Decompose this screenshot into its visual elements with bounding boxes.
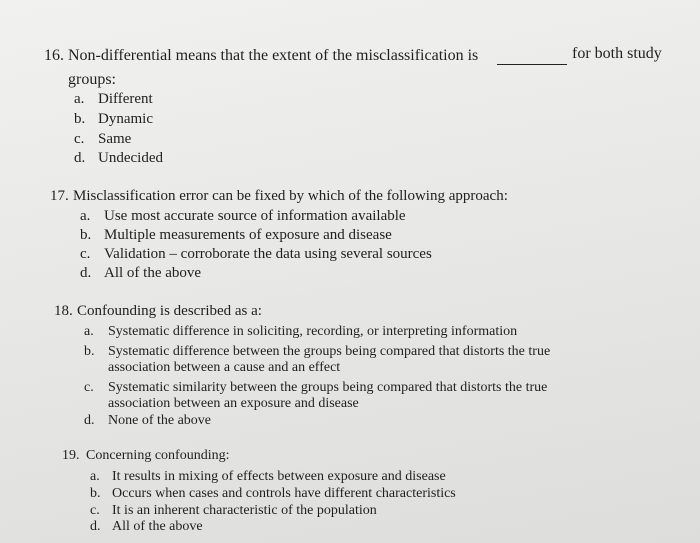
option-text: Systematic difference in soliciting, recording, or interpreting information — [108, 324, 518, 339]
option-text: Systematic similarity between the groups being compared that distorts the true — [108, 380, 548, 395]
question-number: 17. — [50, 188, 69, 204]
option-text: Multiple measurements of exposure and disease — [104, 227, 392, 243]
option-text: It is an inherent characteristic of the population — [112, 503, 377, 518]
question-number: 16. — [44, 47, 64, 64]
option-letter: a. — [90, 469, 100, 484]
option-letter: a. — [80, 208, 91, 224]
option-letter: d. — [90, 519, 101, 534]
option-text: Occurs when cases and controls have different characteristics — [112, 486, 456, 501]
question-number: 18. — [54, 303, 73, 319]
option-letter: b. — [84, 344, 95, 359]
question-stem: Confounding is described as a: — [77, 303, 262, 319]
answer-blank — [497, 64, 567, 65]
option-text: Use most accurate source of information available — [104, 208, 406, 224]
question-stem: Misclassification error can be fixed by which of the following approach: — [73, 188, 508, 204]
option-letter: d. — [74, 150, 86, 166]
option-text-cont: association between an exposure and disease — [108, 396, 359, 411]
option-letter: b. — [90, 486, 101, 501]
option-text-cont: association between a cause and an effect — [108, 360, 341, 375]
option-text: All of the above — [112, 519, 203, 534]
option-text: Same — [98, 131, 132, 147]
option-letter: d. — [80, 265, 92, 281]
option-letter: c. — [90, 503, 100, 518]
option-letter: d. — [84, 413, 95, 428]
option-letter: b. — [74, 111, 86, 127]
option-letter: b. — [80, 227, 92, 243]
question-number: 19. — [62, 448, 80, 463]
option-text: Validation – corroborate the data using several sources — [104, 246, 432, 262]
option-text: None of the above — [108, 413, 212, 428]
option-text: Dynamic — [98, 111, 153, 127]
option-text: Systematic difference between the groups being compared that distorts the true — [108, 344, 551, 359]
option-text: Different — [98, 91, 153, 107]
question-stem: Concerning confounding: — [86, 448, 230, 463]
option-letter: c. — [74, 131, 85, 147]
question-stem-cont: for both study — [572, 45, 662, 62]
option-text: It results in mixing of effects between exposure and disease — [112, 469, 446, 484]
option-text: All of the above — [104, 265, 202, 281]
option-letter: c. — [80, 246, 91, 262]
question-stem-cont: groups: — [68, 71, 116, 88]
question-stem: Non-differential means that the extent of the misclassification is — [68, 47, 479, 64]
option-text: Undecided — [98, 150, 163, 166]
option-letter: c. — [84, 380, 94, 395]
option-letter: a. — [74, 91, 85, 107]
option-letter: a. — [84, 324, 94, 339]
